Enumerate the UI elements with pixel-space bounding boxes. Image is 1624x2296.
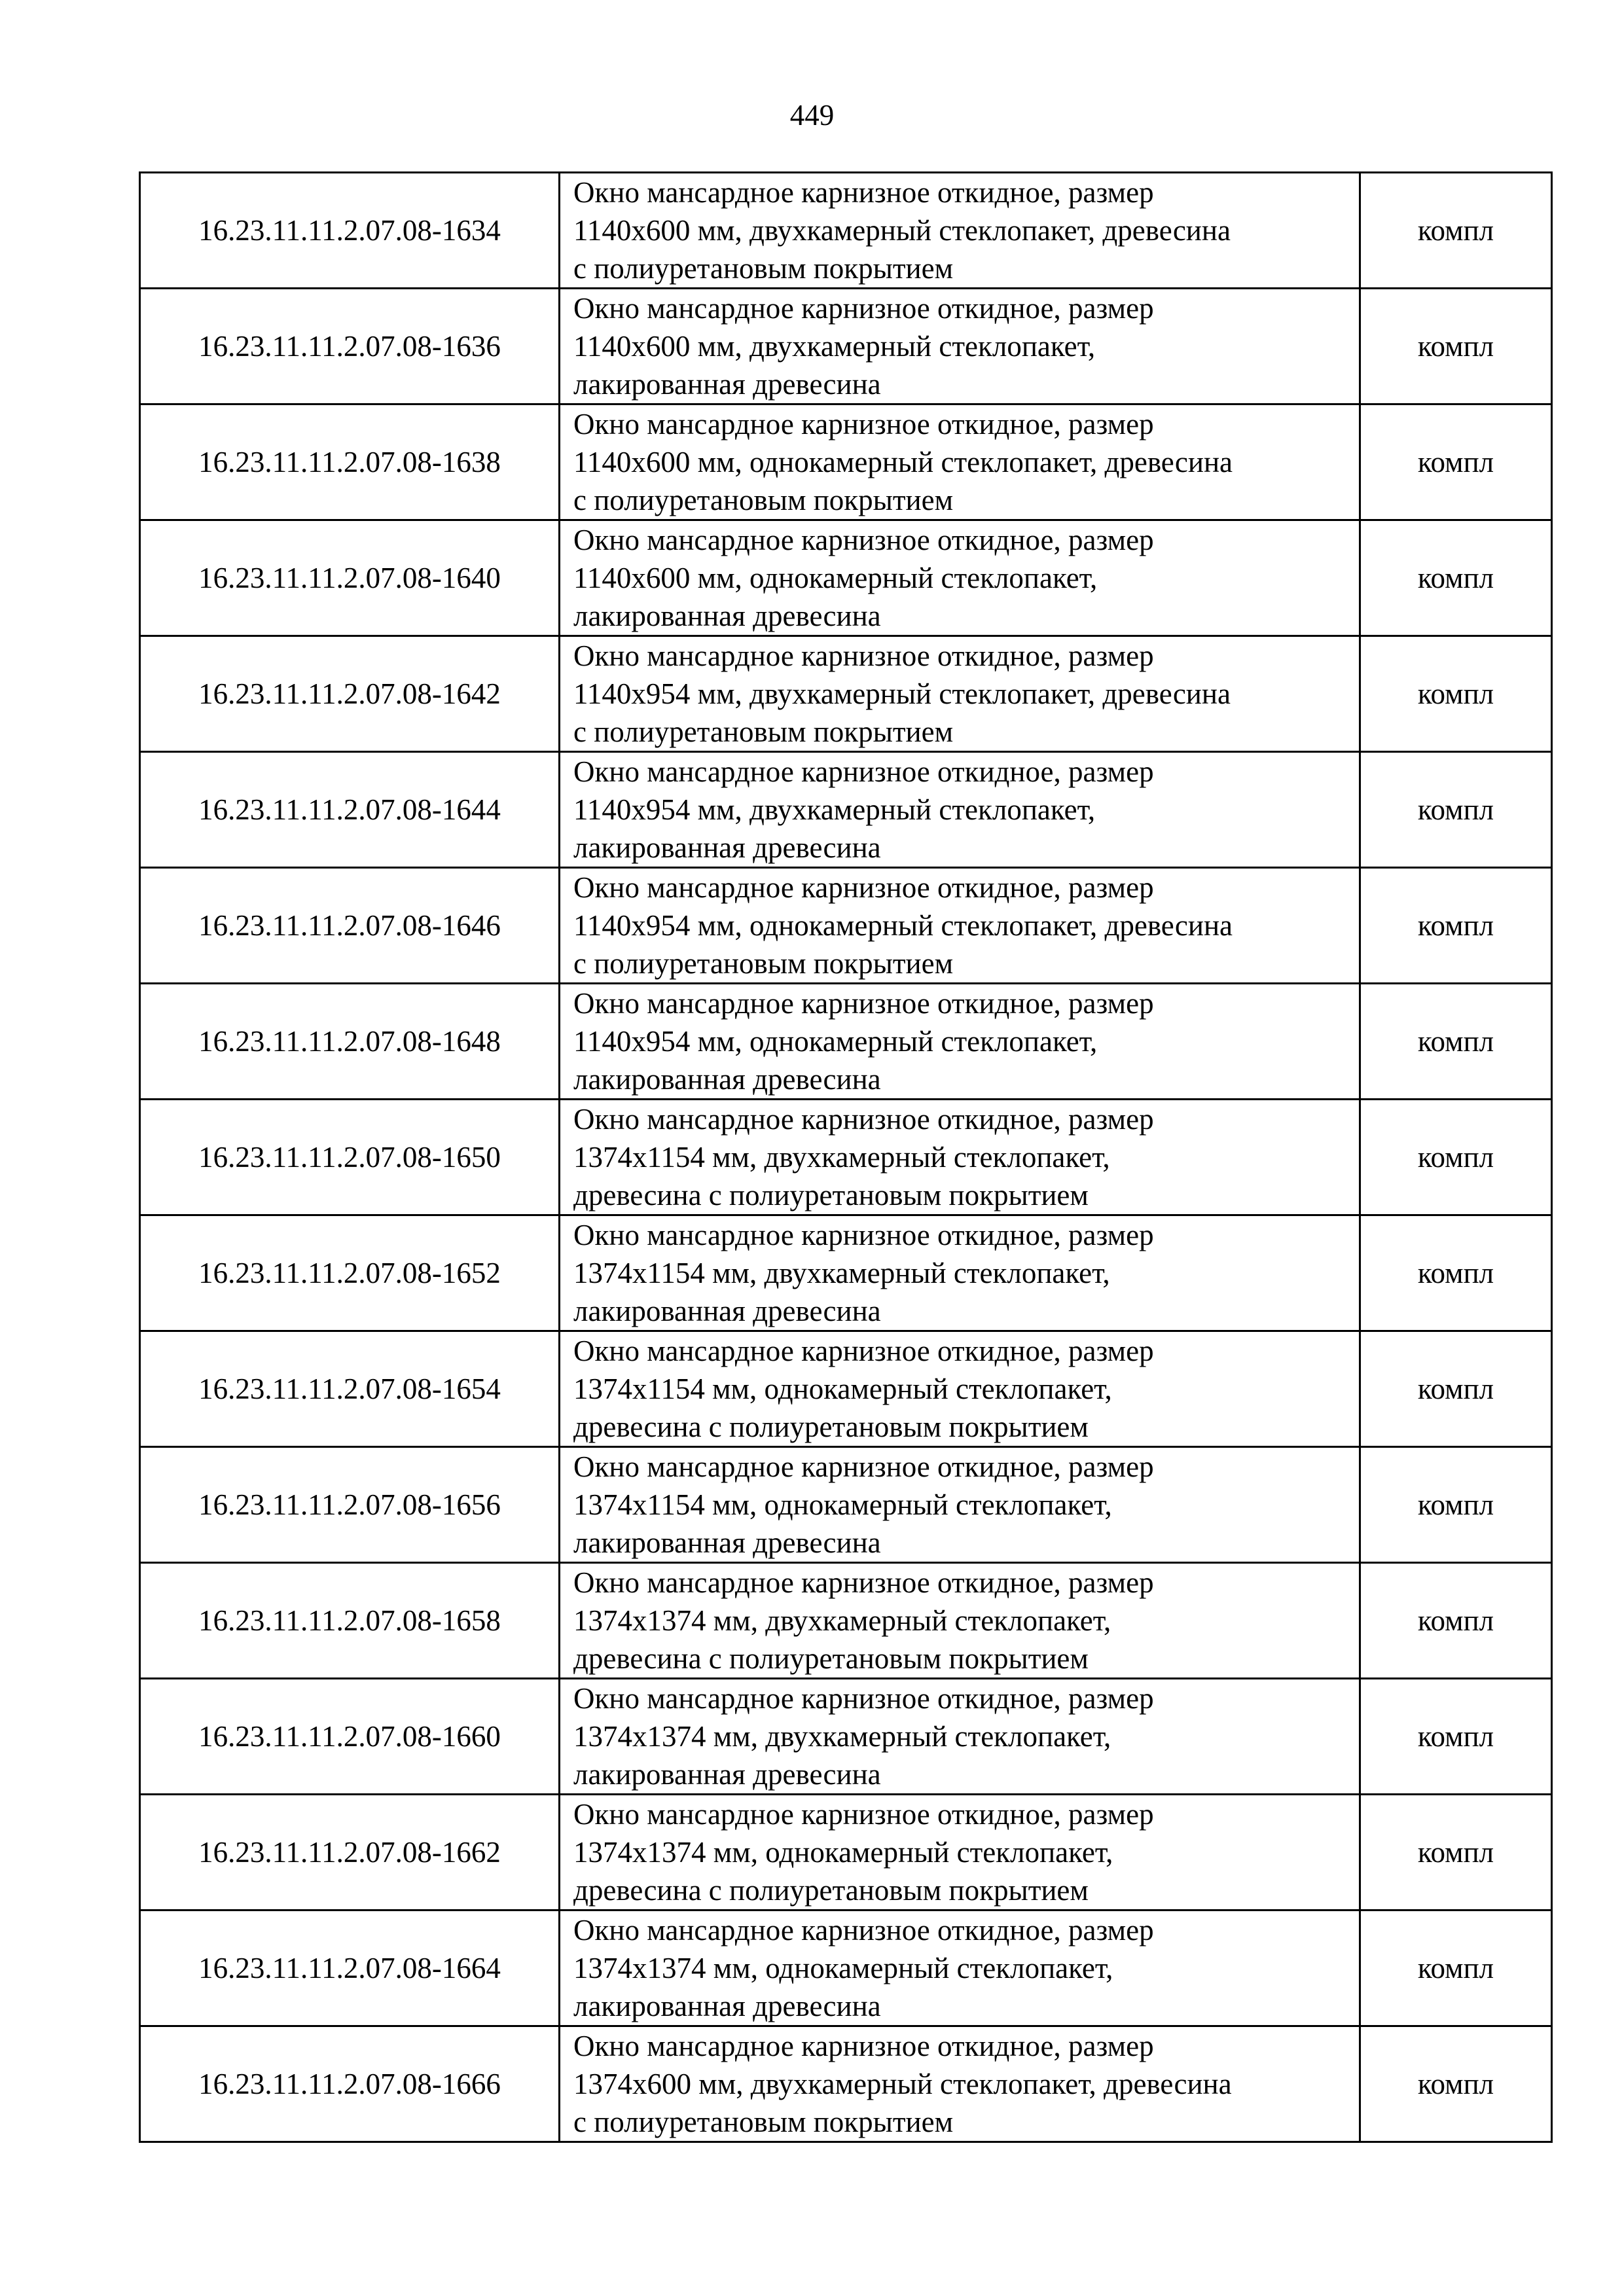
description-line: 1140x954 мм, однокамерный стеклопакет, (573, 1025, 1098, 1058)
item-code: 16.23.11.11.2.07.08-1636 (140, 289, 560, 404)
description-line: Окно мансардное карнизное откидное, размер (573, 1798, 1154, 1831)
item-code: 16.23.11.11.2.07.08-1644 (140, 752, 560, 868)
item-description (560, 984, 1360, 1100)
item-code: 16.23.11.11.2.07.08-1640 (140, 520, 560, 636)
description-line: Окно мансардное карнизное откидное, размер (573, 1566, 1154, 1599)
item-unit: компл (1360, 520, 1552, 636)
description-line: 1374x1374 мм, двухкамерный стеклопакет, (573, 1720, 1111, 1753)
description-line: Окно мансардное карнизное откидное, размер (573, 1335, 1154, 1367)
description-line: Окно мансардное карнизное откидное, размер (573, 408, 1154, 440)
description-line: лакированная древесина (573, 1295, 881, 1327)
description-line: 1374x1374 мм, двухкамерный стеклопакет, (573, 1604, 1111, 1637)
item-code: 16.23.11.11.2.07.08-1662 (140, 1795, 560, 1910)
table-row (140, 2026, 1552, 2142)
description-line: древесина с полиуретановым покрытием (573, 1410, 1089, 1443)
description-line: Окно мансардное карнизное откидное, размер (573, 871, 1154, 904)
table-row (140, 1447, 1552, 1563)
item-unit: компл (1360, 1910, 1552, 2026)
description-line: лакированная древесина (573, 1758, 881, 1791)
item-unit: компл (1360, 1331, 1552, 1447)
table-row (140, 1563, 1552, 1679)
description-line: лакированная древесина (573, 600, 881, 632)
description-line: 1140x600 мм, двухкамерный стеклопакет, (573, 330, 1096, 363)
item-unit: компл (1360, 1563, 1552, 1679)
description-line: с полиуретановым покрытием (573, 715, 954, 748)
description-line: Окно мансардное карнизное откидное, размер (573, 755, 1154, 788)
item-description (560, 1563, 1360, 1679)
description-line: Окно мансардное карнизное откидное, размер (573, 524, 1154, 556)
item-code: 16.23.11.11.2.07.08-1658 (140, 1563, 560, 1679)
table-row (140, 404, 1552, 520)
item-description (560, 636, 1360, 752)
description-line: Окно мансардное карнизное откидное, размер (573, 1450, 1154, 1483)
description-line: 1374x1374 мм, однокамерный стеклопакет, (573, 1836, 1113, 1869)
description-line: Окно мансардное карнизное откидное, размер (573, 1682, 1154, 1715)
item-description (560, 289, 1360, 404)
item-unit: компл (1360, 173, 1552, 289)
item-unit: компл (1360, 752, 1552, 868)
table-row (140, 984, 1552, 1100)
description-line: 1140x600 мм, однокамерный стеклопакет, (573, 562, 1098, 594)
table-row (140, 289, 1552, 404)
item-code: 16.23.11.11.2.07.08-1646 (140, 868, 560, 984)
description-line: Окно мансардное карнизное откидное, размер (573, 1103, 1154, 1136)
description-line: древесина с полиуретановым покрытием (573, 1642, 1089, 1675)
table-row (140, 1331, 1552, 1447)
table-row (140, 520, 1552, 636)
table-row (140, 1910, 1552, 2026)
item-description (560, 752, 1360, 868)
item-description (560, 404, 1360, 520)
item-unit: компл (1360, 1447, 1552, 1563)
table-row (140, 1679, 1552, 1795)
description-line: 1374x1154 мм, двухкамерный стеклопакет, (573, 1257, 1110, 1289)
table-row (140, 868, 1552, 984)
item-description (560, 1215, 1360, 1331)
description-line: древесина с полиуретановым покрытием (573, 1874, 1089, 1907)
description-line: 1374x1374 мм, однокамерный стеклопакет, (573, 1952, 1113, 1984)
description-line: лакированная древесина (573, 1990, 881, 2022)
description-line: 1374x1154 мм, двухкамерный стеклопакет, (573, 1141, 1110, 1174)
description-line: 1140x954 мм, двухкамерный стеклопакет, (573, 793, 1096, 826)
item-unit: компл (1360, 404, 1552, 520)
item-description (560, 1679, 1360, 1795)
table-row (140, 1100, 1552, 1215)
item-description (560, 1100, 1360, 1215)
item-description (560, 868, 1360, 984)
items-table (139, 171, 1553, 2143)
item-unit: компл (1360, 868, 1552, 984)
item-code: 16.23.11.11.2.07.08-1650 (140, 1100, 560, 1215)
item-unit: компл (1360, 1679, 1552, 1795)
item-code: 16.23.11.11.2.07.08-1666 (140, 2026, 560, 2142)
description-line: Окно мансардное карнизное откидное, размер (573, 1914, 1154, 1946)
item-unit: компл (1360, 636, 1552, 752)
page-number: 449 (789, 99, 835, 132)
table-row (140, 173, 1552, 289)
item-description (560, 520, 1360, 636)
description-line: Окно мансардное карнизное откидное, размер (573, 2030, 1154, 2062)
item-unit: компл (1360, 1100, 1552, 1215)
item-code: 16.23.11.11.2.07.08-1656 (140, 1447, 560, 1563)
description-line: лакированная древесина (573, 1526, 881, 1559)
description-line: 1140x954 мм, однокамерный стеклопакет, древесина (573, 909, 1233, 942)
description-line: Окно мансардное карнизное откидное, размер (573, 176, 1154, 209)
description-line: Окно мансардное карнизное откидное, размер (573, 987, 1154, 1020)
item-code: 16.23.11.11.2.07.08-1638 (140, 404, 560, 520)
item-unit: компл (1360, 1795, 1552, 1910)
item-code: 16.23.11.11.2.07.08-1654 (140, 1331, 560, 1447)
item-code: 16.23.11.11.2.07.08-1652 (140, 1215, 560, 1331)
item-description (560, 173, 1360, 289)
item-code: 16.23.11.11.2.07.08-1642 (140, 636, 560, 752)
item-description (560, 2026, 1360, 2142)
description-line: Окно мансардное карнизное откидное, размер (573, 292, 1154, 325)
item-unit: компл (1360, 2026, 1552, 2142)
item-description (560, 1447, 1360, 1563)
description-line: с полиуретановым покрытием (573, 2106, 954, 2138)
item-code: 16.23.11.11.2.07.08-1660 (140, 1679, 560, 1795)
description-line: 1374x600 мм, двухкамерный стеклопакет, древесина (573, 2068, 1232, 2100)
item-code: 16.23.11.11.2.07.08-1664 (140, 1910, 560, 2026)
item-description (560, 1331, 1360, 1447)
item-code: 16.23.11.11.2.07.08-1648 (140, 984, 560, 1100)
description-line: 1140x600 мм, двухкамерный стеклопакет, древесина (573, 214, 1231, 247)
description-line: с полиуретановым покрытием (573, 252, 954, 285)
table-row (140, 752, 1552, 868)
description-line: 1140x600 мм, однокамерный стеклопакет, древесина (573, 446, 1233, 478)
item-unit: компл (1360, 984, 1552, 1100)
table-row (140, 636, 1552, 752)
items-table-body (140, 173, 1552, 2142)
item-description (560, 1910, 1360, 2026)
table-row (140, 1215, 1552, 1331)
item-code: 16.23.11.11.2.07.08-1634 (140, 173, 560, 289)
item-description (560, 1795, 1360, 1910)
description-line: древесина с полиуретановым покрытием (573, 1179, 1089, 1211)
description-line: лакированная древесина (573, 368, 881, 401)
table-row (140, 1795, 1552, 1910)
description-line: с полиуретановым покрытием (573, 484, 954, 516)
description-line: Окно мансардное карнизное откидное, размер (573, 639, 1154, 672)
description-line: лакированная древесина (573, 1063, 881, 1096)
description-line: лакированная древесина (573, 831, 881, 864)
description-line: с полиуретановым покрытием (573, 947, 954, 980)
description-line: 1374x1154 мм, однокамерный стеклопакет, (573, 1372, 1112, 1405)
description-line: 1140x954 мм, двухкамерный стеклопакет, древесина (573, 677, 1231, 710)
description-line: 1374x1154 мм, однокамерный стеклопакет, (573, 1488, 1112, 1521)
item-unit: компл (1360, 1215, 1552, 1331)
item-unit: компл (1360, 289, 1552, 404)
description-line: Окно мансардное карнизное откидное, размер (573, 1219, 1154, 1251)
